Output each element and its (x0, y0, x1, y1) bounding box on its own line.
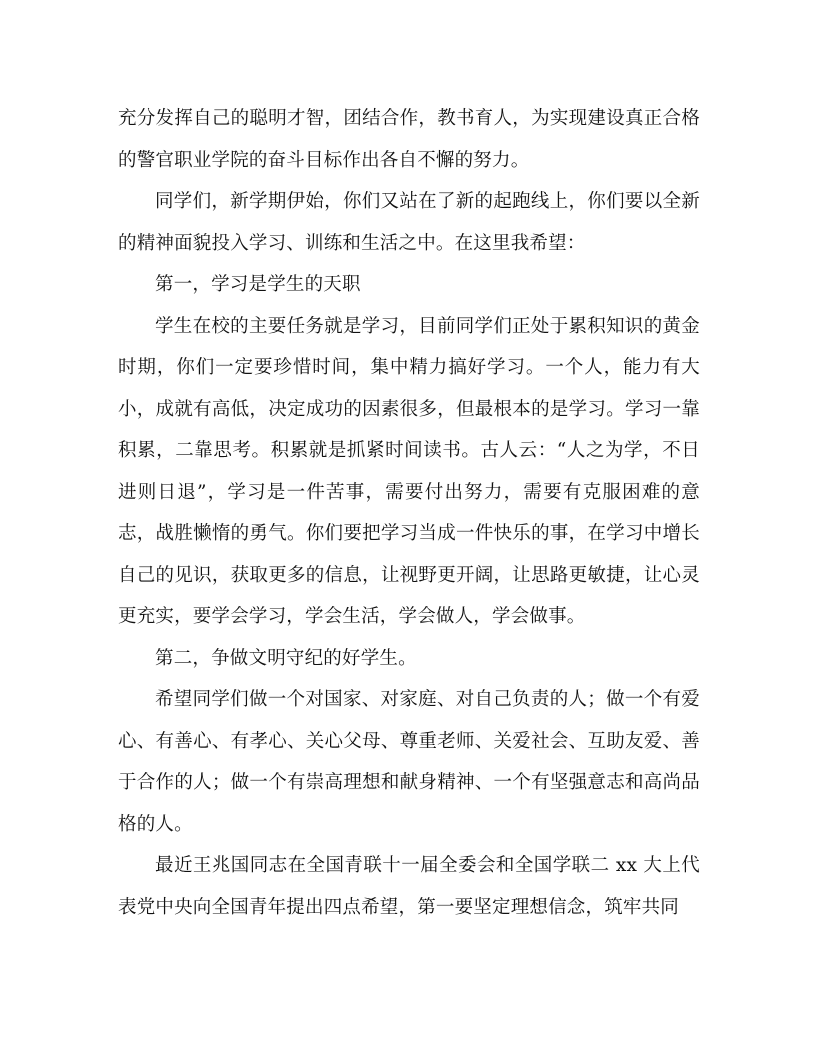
document-body (118, 98, 700, 928)
paragraph-continuation: 充分发挥自己的聪明才智，团结合作，教书育人，为实现建设真正合格的警官职业学院的奋斗目标作出各自不懈的努力。 (118, 108, 700, 171)
paragraph-greeting: 同学们，新学期伊始，你们又站在了新的起跑线上，你们要以全新的精神面貌投入学习、训练和生活之中。在这里我希望： (118, 191, 700, 254)
heading-point-one: 第一，学习是学生的天职 (155, 274, 361, 295)
paragraph-responsibility: 希望同学们做一个对国家、对家庭、对自己负责的人；做一个有爱心、有善心、有孝心、关心父母、尊重老师、关爱社会、互助友爱、善于合作的人；做一个有崇高理想和献身精神、一个有坚强意志和高尚品格的人。 (118, 689, 700, 835)
heading-point-two: 第二，争做文明守纪的好学生。 (155, 647, 417, 669)
paragraph-recent-speech: 最近王兆国同志在全国青联十一届全委会和全国学联二 xx 大上代表党中央向全国青年提出四点希望，第一要坚定理想信念，筑牢共同 (118, 855, 700, 918)
paragraph-study: 学生在校的主要任务就是学习，目前同学们正处于累积知识的黄金时期，你们一定要珍惜时间，集中精力搞好学习。一个人，能力有大小，成就有高低，决定成功的因素很多，但最根本的是学习。学习一靠积累，二靠思考。积累就是抓紧时间读书。古人云：“人之为学，不日进则日退”，学习是一件苦事，需要付出努力，需要有克服困难的意志，战胜懒惰的勇气。你们要把学习当成一件快乐的事，在学习中增长自己的见识，获取更多的信息，让视野更开阔，让思路更敏捷，让心灵更充实，要学会学习，学会生活，学会做人，学会做事。 (118, 315, 700, 627)
